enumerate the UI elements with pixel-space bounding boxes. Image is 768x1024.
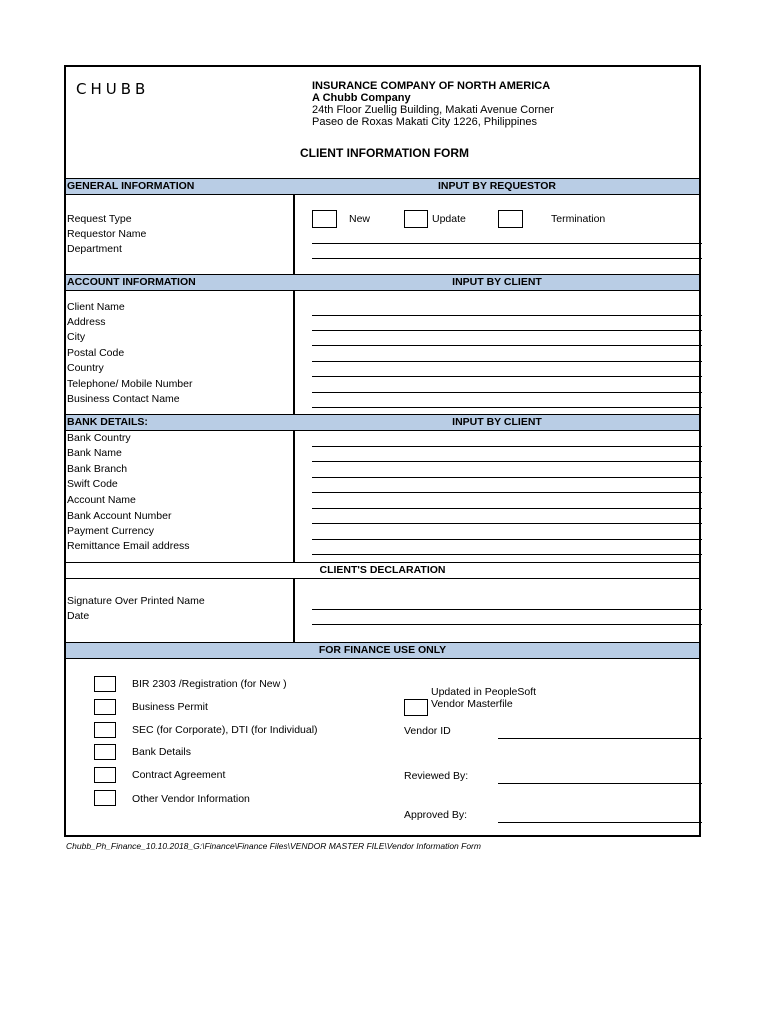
signature-input-line[interactable] — [312, 609, 702, 610]
reviewed-by-label: Reviewed By: — [404, 770, 469, 782]
approved-by-label: Approved By: — [404, 809, 468, 821]
department-input-line[interactable] — [312, 258, 702, 259]
general-section-header — [66, 178, 699, 195]
field-label-country: Country — [67, 362, 104, 374]
address-input-line[interactable] — [312, 330, 702, 331]
field-label-department: Department — [67, 243, 122, 255]
peoplesoft-label-line-2: Vendor Masterfile — [431, 698, 513, 710]
checkbox-bank-details[interactable] — [94, 744, 116, 760]
peoplesoft-label-line-1: Updated in PeopleSoft — [431, 686, 537, 698]
checklist-other-vendor-info: Other Vendor Information — [132, 793, 250, 805]
field-label-requestor-name: Requestor Name — [67, 228, 147, 240]
field-label-bank-account-number: Bank Account Number — [67, 510, 172, 522]
bank-name-input-line[interactable] — [312, 461, 702, 462]
checkbox-new-label: New — [349, 213, 371, 225]
bank-section-header — [66, 414, 699, 431]
bank-section-title: BANK DETAILS: — [67, 416, 148, 428]
field-label-business-contact: Business Contact Name — [67, 393, 180, 405]
bank-branch-input-line[interactable] — [312, 477, 702, 478]
chubb-logo: CHUBB — [76, 80, 150, 98]
bank-divider — [293, 431, 295, 562]
bank-account-number-input-line[interactable] — [312, 523, 702, 524]
checkbox-sec-dti[interactable] — [94, 722, 116, 738]
field-label-postal-code: Postal Code — [67, 347, 125, 359]
field-label-remittance-email: Remittance Email address — [67, 540, 190, 552]
postal-code-input-line[interactable] — [312, 361, 702, 362]
field-label-address: Address — [67, 316, 106, 328]
field-label-date: Date — [67, 610, 90, 622]
field-label-city: City — [67, 331, 86, 343]
general-input-label: INPUT BY REQUESTOR — [437, 180, 557, 192]
telephone-input-line[interactable] — [312, 392, 702, 393]
checkbox-new[interactable] — [312, 210, 337, 228]
declaration-divider — [293, 579, 295, 643]
field-label-account-name: Account Name — [67, 494, 136, 506]
footer-file-path: Chubb_Ph_Finance_10.10.2018_G:\Finance\Finance Files\VENDOR MASTER FILE\Vendor Information Form — [66, 841, 481, 851]
general-section-title: GENERAL INFORMATION — [67, 180, 195, 192]
checklist-contract-agreement: Contract Agreement — [132, 769, 226, 781]
swift-code-input-line[interactable] — [312, 492, 702, 493]
country-input-line[interactable] — [312, 376, 702, 377]
checkbox-termination[interactable] — [498, 210, 523, 228]
account-name-input-line[interactable] — [312, 508, 702, 509]
company-name: INSURANCE COMPANY OF NORTH AMERICA — [312, 80, 551, 92]
vendor-id-label: Vendor ID — [404, 725, 451, 737]
checkbox-termination-label: Termination — [551, 213, 606, 225]
field-label-request-type: Request Type — [67, 213, 132, 225]
checkbox-business-permit[interactable] — [94, 699, 116, 715]
checkbox-update[interactable] — [404, 210, 428, 228]
bank-country-input-line[interactable] — [312, 446, 702, 447]
checklist-bank-details: Bank Details — [132, 746, 191, 758]
reviewed-by-input-line[interactable] — [498, 783, 702, 784]
business-contact-input-line[interactable] — [312, 407, 702, 408]
field-label-telephone: Telephone/ Mobile Number — [67, 378, 193, 390]
city-input-line[interactable] — [312, 345, 702, 346]
field-label-bank-branch: Bank Branch — [67, 463, 128, 475]
checklist-bir-2303: BIR 2303 /Registration (for New ) — [132, 678, 287, 690]
form-title: CLIENT INFORMATION FORM — [299, 146, 470, 160]
vendor-id-input-line[interactable] — [498, 738, 702, 739]
checkbox-contract-agreement[interactable] — [94, 767, 116, 783]
finance-section-header — [66, 642, 699, 659]
checklist-business-permit: Business Permit — [132, 701, 208, 713]
declaration-section-header — [66, 562, 699, 579]
checkbox-update-label: Update — [432, 213, 466, 225]
field-label-swift-code: Swift Code — [67, 478, 118, 490]
bank-input-label: INPUT BY CLIENT — [452, 416, 542, 428]
declaration-section-title: CLIENT'S DECLARATION — [319, 564, 446, 576]
field-label-payment-currency: Payment Currency — [67, 525, 154, 537]
client-information-form — [64, 65, 701, 837]
field-label-client-name: Client Name — [67, 301, 125, 313]
requestor-name-input-line[interactable] — [312, 243, 702, 244]
date-input-line[interactable] — [312, 624, 702, 625]
client-name-input-line[interactable] — [312, 315, 702, 316]
checkbox-other-vendor-info[interactable] — [94, 790, 116, 806]
finance-section-title: FOR FINANCE USE ONLY — [318, 644, 447, 656]
remittance-email-input-line[interactable] — [312, 554, 702, 555]
address-line-2: Paseo de Roxas Makati City 1226, Philippines — [312, 116, 538, 128]
field-label-signature: Signature Over Printed Name — [67, 595, 205, 607]
address-line-1: 24th Floor Zuellig Building, Makati Avenue Corner — [312, 104, 554, 116]
payment-currency-input-line[interactable] — [312, 539, 702, 540]
field-label-bank-country: Bank Country — [67, 432, 131, 444]
general-divider — [293, 195, 295, 275]
checkbox-peoplesoft-updated[interactable] — [404, 699, 428, 716]
account-divider — [293, 291, 295, 415]
approved-by-input-line[interactable] — [498, 822, 702, 823]
account-input-label: INPUT BY CLIENT — [452, 276, 542, 288]
checklist-sec-dti: SEC (for Corporate), DTI (for Individual) — [132, 724, 318, 736]
account-section-header — [66, 274, 699, 291]
field-label-bank-name: Bank Name — [67, 447, 122, 459]
company-subsidiary: A Chubb Company — [312, 92, 411, 104]
checkbox-bir-2303[interactable] — [94, 676, 116, 692]
account-section-title: ACCOUNT INFORMATION — [67, 276, 196, 288]
